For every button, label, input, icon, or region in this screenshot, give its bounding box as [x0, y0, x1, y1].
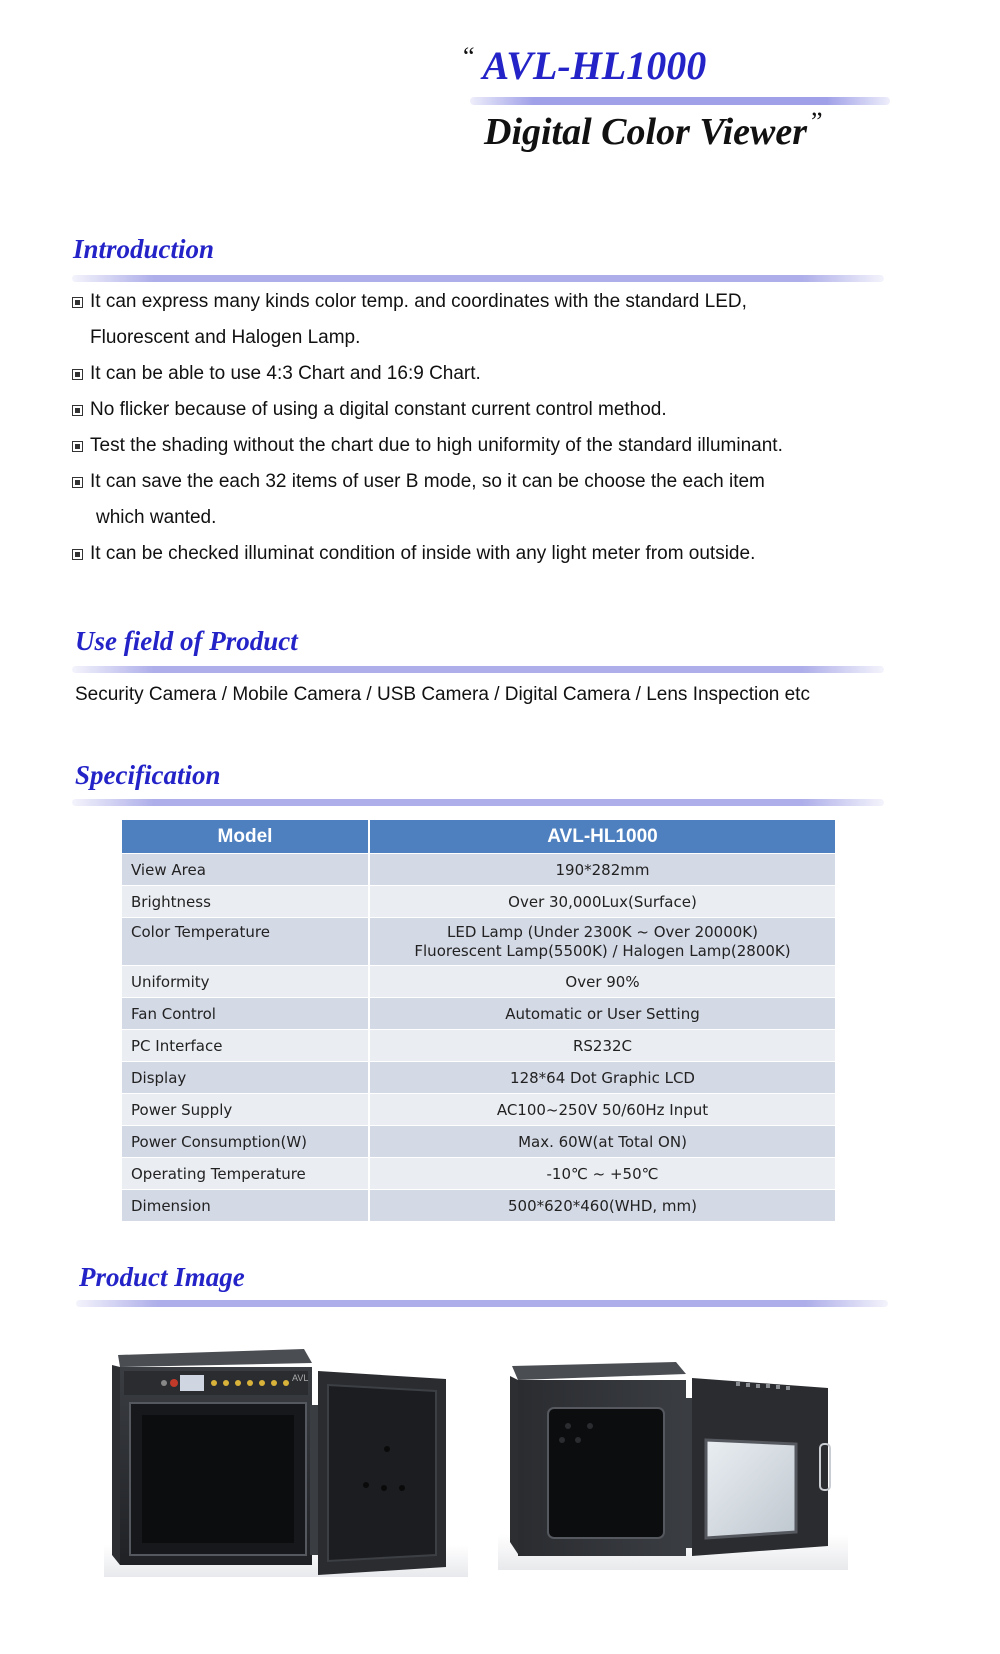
use-field-underline: [72, 666, 884, 673]
bullet-item: No flicker because of using a digital constant current control method.: [72, 398, 902, 422]
specification-table: [122, 820, 835, 1221]
bullet-square-icon: [72, 297, 83, 308]
spec-label: Dimension: [122, 1189, 370, 1221]
bullet-item: It can express many kinds color temp. and coordinates with the standard LED, Fluorescent and Halogen Lamp.: [72, 290, 902, 350]
product-image-heading: Product Image: [79, 1262, 245, 1292]
spec-value: -10℃ ~ +50℃: [370, 1157, 835, 1189]
spec-label: Color Temperature: [122, 917, 370, 965]
spec-label: Display: [122, 1061, 370, 1093]
table-row: [122, 1189, 835, 1221]
introduction-heading: Introduction: [73, 234, 215, 264]
table-row: [122, 1029, 835, 1061]
table-row: [122, 917, 835, 965]
spec-value: Over 30,000Lux(Surface): [370, 885, 835, 917]
bullet-item: It can be able to use 4:3 Chart and 16:9 Chart.: [72, 362, 902, 386]
table-row: [122, 885, 835, 917]
bullet-square-icon: [72, 549, 83, 560]
spec-value: AC100~250V 50/60Hz Input: [370, 1093, 835, 1125]
spec-label: Brightness: [122, 885, 370, 917]
product-image-underline: [76, 1300, 888, 1307]
spec-label: View Area: [122, 853, 370, 885]
bullet-item: It can be checked illuminat condition of inside with any light meter from outside.: [72, 542, 902, 566]
bullet-square-icon: [72, 369, 83, 380]
bullet-item: It can save the each 32 items of user B mode, so it can be choose the each item which wanted.: [72, 470, 902, 530]
use-field-heading: Use field of Product: [75, 626, 298, 656]
table-row: [122, 1125, 835, 1157]
spec-label: Operating Temperature: [122, 1157, 370, 1189]
table-row: [122, 853, 835, 885]
spec-value: Automatic or User Setting: [370, 997, 835, 1029]
specification-heading: Specification: [75, 760, 221, 790]
title-underline: [470, 97, 890, 105]
spec-value: Over 90%: [370, 965, 835, 997]
model-header-cell: Model: [122, 820, 370, 853]
table-row: [122, 965, 835, 997]
introduction-bullet-list: [72, 290, 902, 578]
spec-value: RS232C: [370, 1029, 835, 1061]
specification-underline: [72, 799, 884, 806]
spec-label: PC Interface: [122, 1029, 370, 1061]
product-subtitle: Digital Color Viewer ”: [484, 107, 823, 153]
introduction-underline: [72, 275, 884, 282]
spec-value: Max. 60W(at Total ON): [370, 1125, 835, 1157]
spec-label: Fan Control: [122, 997, 370, 1029]
spec-value: LED Lamp (Under 2300K ~ Over 20000K) Fluorescent Lamp(5500K) / Halogen Lamp(2800K): [370, 917, 835, 965]
bullet-item: Test the shading without the chart due to high uniformity of the standard illuminant.: [72, 434, 902, 458]
spec-label: Power Consumption(W): [122, 1125, 370, 1157]
table-row: [122, 997, 835, 1029]
table-header-row: [122, 820, 835, 853]
bullet-square-icon: [72, 441, 83, 452]
spec-label: Power Supply: [122, 1093, 370, 1125]
table-row: [122, 1061, 835, 1093]
spec-value: 500*620*460(WHD, mm): [370, 1189, 835, 1221]
spec-value: 128*64 Dot Graphic LCD: [370, 1061, 835, 1093]
title-block: [0, 0, 1000, 170]
svg-text:AVL: AVL: [292, 1373, 309, 1383]
model-value-header-cell: AVL-HL1000: [370, 820, 835, 853]
use-field-text: Security Camera / Mobile Camera / USB Camera / Digital Camera / Lens Inspection etc: [75, 684, 810, 705]
bullet-square-icon: [72, 477, 83, 488]
table-row: [122, 1157, 835, 1189]
spec-value: 190*282mm: [370, 853, 835, 885]
bullet-square-icon: [72, 405, 83, 416]
spec-label: Uniformity: [122, 965, 370, 997]
product-photo-front-icon: [104, 1345, 468, 1577]
product-photo-angle-icon: [498, 1358, 848, 1570]
product-model-title: “ AVL-HL1000: [463, 42, 707, 88]
table-row: [122, 1093, 835, 1125]
